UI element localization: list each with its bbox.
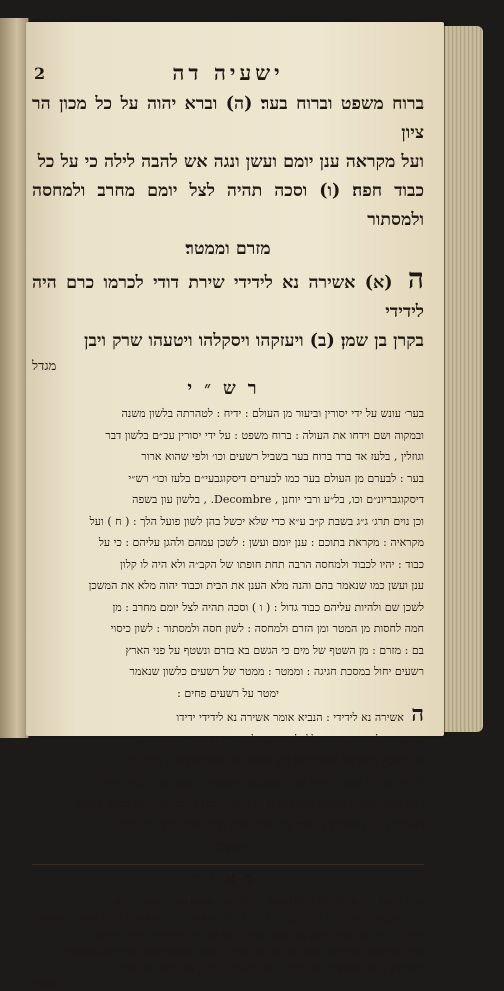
rashi-title: רש״י bbox=[187, 378, 269, 399]
commentary-line: רשעים יחול במסכת חגיגה : וממטר : ממטר של רשעים כלשון שנאמר bbox=[129, 665, 424, 678]
commentary-line: ויעזקהו : ( ב ) ויעזקהו : סיגהו וגדר סביב אותו הכרם ויבן מגדל ויקב חצב : bbox=[112, 818, 424, 832]
commentary-line: ענן ועשן כמו שנאמר בהם והנה מלא הענן את הבית וכבוד יהוה מלא את המשכן bbox=[88, 579, 424, 592]
commentary-line: דיסקוגבריונ״ם וכו, בל״ע ורבי יוחנן , Decombre. , בלשון עון בשפה bbox=[132, 493, 424, 506]
previous-page-edge bbox=[0, 18, 29, 738]
commentary-line: ראוי לשמן לזיתים לעשות שמן כמו בן מות ראוי למות והדבר הזה היה נמשל שנאמר bbox=[74, 797, 424, 810]
chapter-line bbox=[32, 264, 424, 327]
biur-commentary bbox=[32, 893, 424, 978]
commentary-line: ימטר על רשעים פחים : bbox=[177, 686, 279, 700]
commentary-line: ובמקוה ושם וידחו את העולה : ברוח משפט : על ידי יסורין עכ״ם בלשון דבר bbox=[105, 428, 424, 442]
commentary-line: וכן נוים תרג׳ ג״ג בשבת ק״ב ע״א כדי שלא יכשל בהן לשון פועל הלך : ( ח ) ועל bbox=[89, 514, 424, 528]
commentary-line: לידידי בקרן בן שמן : בזויות בארץ מקום פרות שמנים כשמן טוב : בקרן : זוית bbox=[102, 775, 424, 789]
running-head: ישעיה דה bbox=[172, 60, 284, 85]
commentary-text: אשירה נא לידידי : הנביא אומר אשירה נא לידידי ידידו bbox=[176, 711, 404, 724]
page-number: 2 bbox=[34, 64, 46, 83]
biur-title: באור bbox=[193, 869, 263, 888]
chapter-letter: ה bbox=[407, 262, 424, 295]
commentary-line: שר בשביל כרמו על עסקי כרמו כמו ותתלו הגני מקום לחתלו : כרם היה bbox=[125, 754, 424, 767]
verse-line: ברוח משפט וברוח בער׃ (ה) וברא יהוה על כל מכון הר ציון bbox=[32, 94, 424, 143]
commentary-line: מקראיה : מקראת בתוכם : ענן יומם ועשן : לשכן עמהם ולהגן עליהם : כי על bbox=[98, 536, 424, 549]
verse-line: (א) אשירה נא לידידי שירת דודי לכרמו כרם היה לידידי bbox=[32, 273, 424, 322]
bottom-catchword: נשמרת bbox=[32, 980, 60, 991]
verse-line: מזרם וממטר׃ bbox=[185, 239, 271, 259]
verse-line: כבוד חפה׃ (ו) וסכה תהיה לצל יומם מחרב ולמחסה ולמסתור bbox=[32, 181, 424, 230]
commentary-line: כבוד : יהיו לכבוד ולמחסה הרבה תחת חופתו של הקב״ה ולא היה לו קלון bbox=[120, 557, 424, 571]
commentary-line: בער : לבערם מן העולם בער כמו לבערים דיסקוגבעי״ם בלעז וכו״ רש״י bbox=[128, 471, 424, 485]
page-content bbox=[32, 60, 424, 991]
commentary-last-word: ויסקלהו bbox=[209, 839, 247, 854]
rashi-commentary bbox=[32, 403, 424, 858]
biur-line: דיסים ) , ויהיו יגונו תחיל בלשון עבר מספר הקדש , כמו אשר הלזית (ירמיה ת״פ) , והידוע bbox=[98, 930, 424, 941]
page-block-edge bbox=[444, 26, 483, 732]
commentary-chapter-letter: ה bbox=[411, 704, 424, 727]
commentary-line: לשכן שם ולהיות עליהם כבוד גדול : ( ו ) וסכה תהיה לצל יומם מחרב : מן bbox=[112, 600, 424, 614]
biur-line: בשמו ציון , אשר תמצא לו ויתן הגבורה , והנה לא יהיה בכולן , אשר נשפך בידו כלל bbox=[121, 964, 424, 975]
page-header bbox=[32, 60, 424, 90]
commentary-line: בער׳ עונש על ידי יסורין וביעור מן העולם : ידיח : לטהרתה בלשון משנה bbox=[121, 407, 424, 420]
biur-line: אחרי (ויחנו) , רק על תקיפות השוק (וממן) : רהטו . עבר במקום עתיד , ובמורה רבים , bbox=[108, 896, 424, 907]
catchword: מגדל bbox=[32, 359, 57, 374]
commentary-line: וגוזלין , בלעז אד ברד ברוח בער בשביל רשעים וכו׳ ולפי שהוא ארור bbox=[141, 450, 424, 463]
verse-line: ועל מקראה ענן יומם ועשן ונגה אש להבה לילה כי על כל bbox=[37, 152, 424, 172]
verse-line: בקרן בן שמן׃ (ב) ויעזקהו ויסקלהו ויטעהו שרק ויבן bbox=[84, 331, 424, 351]
biur-line: בדברי הנבואה כנודע . (ה׳) , ופנים כבודה ( ר״ל׳ ) , ולכן קראוה נח , רק הוא עתיד מרכב (פתורום קאפפאם bbox=[33, 913, 424, 924]
scripture-text bbox=[32, 90, 424, 356]
commentary-line: בם : מזרם : מן השטף של מים כי הגשם בא בזרם ונשטף על פני הארץ bbox=[125, 643, 424, 657]
biur-line: ובכל המקרא הזה ענין לסדר חכמה של עבר אל העתיד , ועתה : אם בכל ובכל תתוך ושפט מתמתת bbox=[66, 947, 424, 958]
divider bbox=[32, 864, 424, 865]
commentary-line bbox=[32, 704, 424, 729]
commentary-line: ונתקומו ובליתורו במו כי כללו לכם בשמולכם : שירת דודי : יהי זו חסר bbox=[132, 732, 424, 746]
commentary-line: חמה לחסות מן המטר ומן הזרם ולמחסה : לשון חסה ולמסתור : לשון כיסוי bbox=[110, 622, 424, 635]
